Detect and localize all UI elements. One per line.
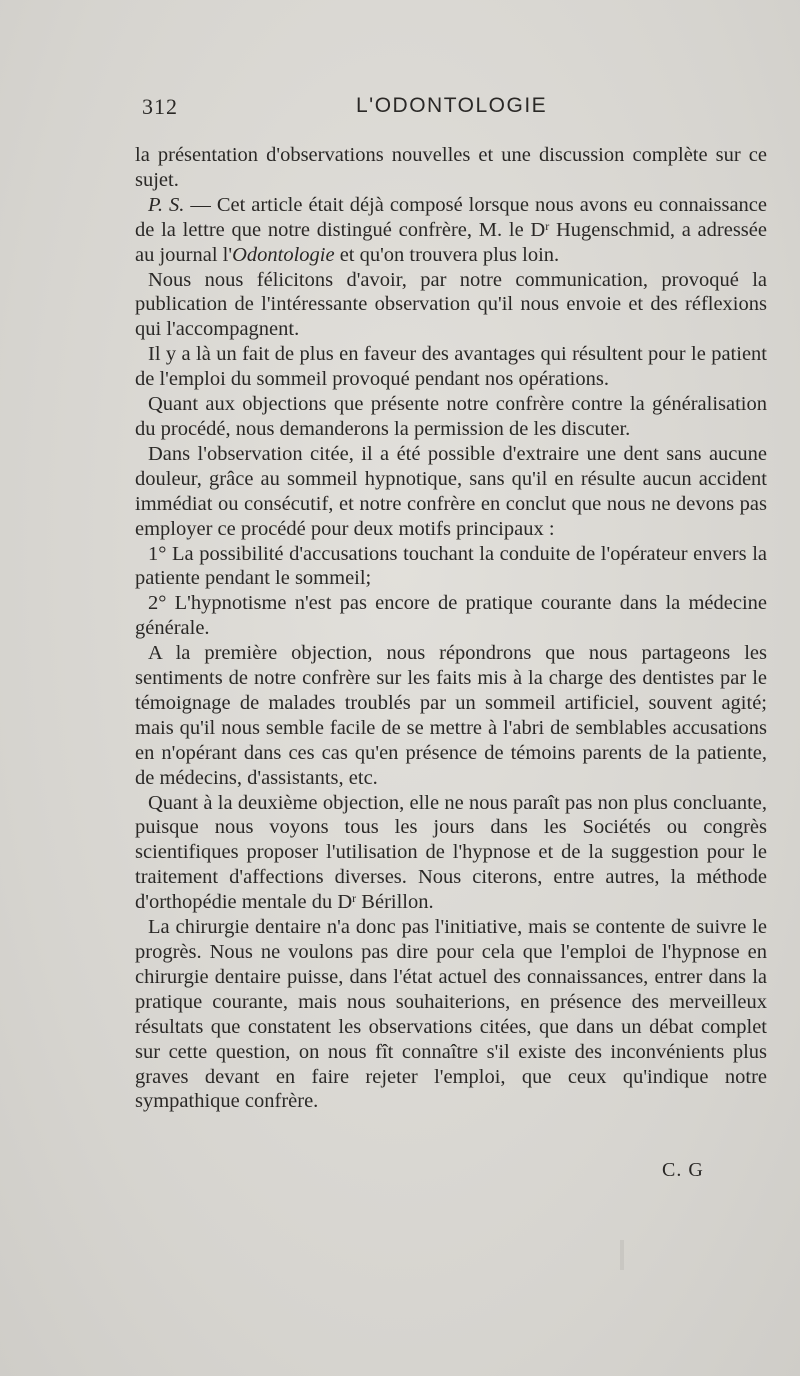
page-header [142,94,772,124]
paragraph: Nous nous félicitons d'avoir, par notre communication, provoqué la publication de l'intéressante observation qu'il nous envoie et des réflexions qui l'accompagnent. [135,268,767,341]
journal-name: Odontologie [232,243,335,266]
paragraph: 2° L'hypnotisme n'est pas encore de pratique courante dans la médecine générale. [135,592,767,640]
article-body [135,143,767,1114]
paragraph: Il y a là un fait de plus en faveur des avantages qui résultent pour le patient de l'emploi du sommeil provoqué pendant nos opérations. [135,343,767,391]
running-title: L'ODONTOLOGIE [356,94,548,117]
paragraph: la présentation d'observations nouvelles et une discussion complète sur ce sujet. [135,144,767,191]
author-signature: C. G [662,1159,704,1181]
paragraph: A la première objection, nous répondrons que nous partageons les sentiments de notre confrère sur les faits mis à la charge des dentistes par le témoignage de malades troublés par un sommeil artificiel, souvent agité; mais qu'il nous semble facile de se mettre à l'abri de semblables accusations en n'opérant dans ces cas qu'en présence de témoins parents de la patiente, de médecins, d'assistants, etc. [135,642,767,789]
paragraph: Quant à la deuxième objection, elle ne nous paraît pas non plus concluante, puisque nous voyons tous les jours dans les Sociétés ou congrès scientifiques proposer l'utilisation de l'hypnose et de la suggestion pour le traitement d'affections diverses. Nous citerons, entre autres, la méthode d'orthopédie mentale du $D^r$ Bérillon. [135,791,767,914]
paragraph: La chirurgie dentaire n'a donc pas l'initiative, mais se contente de suivre le progrès. Nous ne voulons pas dire pour cela que l'emploi de l'hypnose en chirurgie dentaire puisse, dans l'état actuel des connaissances, entrer dans la pratique courante, mais nous souhaiterions, en présence des merveilleux résultats que constatent les observations citées, que dans un débat complet sur cette question, on nous fît connaître s'il existe des inconvénients plus graves devant en faire rejeter l'emploi, que ceux qu'indique notre sympathique confrère. [135,916,767,1113]
paragraph: Quant aux objections que présente notre confrère contre la généralisation du procédé, nous demanderons la permission de les discuter. [135,393,767,440]
paragraph: Dans l'observation citée, il a été possible d'extraire une dent sans aucune douleur, grâce au sommeil hypnotique, sans qu'il en résulte aucun accident immédiat ou consécutif, et notre confrère en conclut que nous ne devons pas employer ce procédé pour deux motifs principaux : [135,442,767,540]
paragraph: 1° La possibilité d'accusations touchant la conduite de l'opérateur envers la patiente pendant le sommeil; [135,542,767,590]
page-number: 312 [142,94,178,119]
paragraph: P. S. — Cet article était déjà composé lorsque nous avons eu connaissance de la lettre que notre distingué confrère, M. le $D^r$ Hugenschmid, a adressée au journal l'Odontologie et qu'on trouvera plus loin. [135,193,767,266]
postscript-label: P. S. [148,193,185,216]
paper-mark [620,1240,624,1270]
